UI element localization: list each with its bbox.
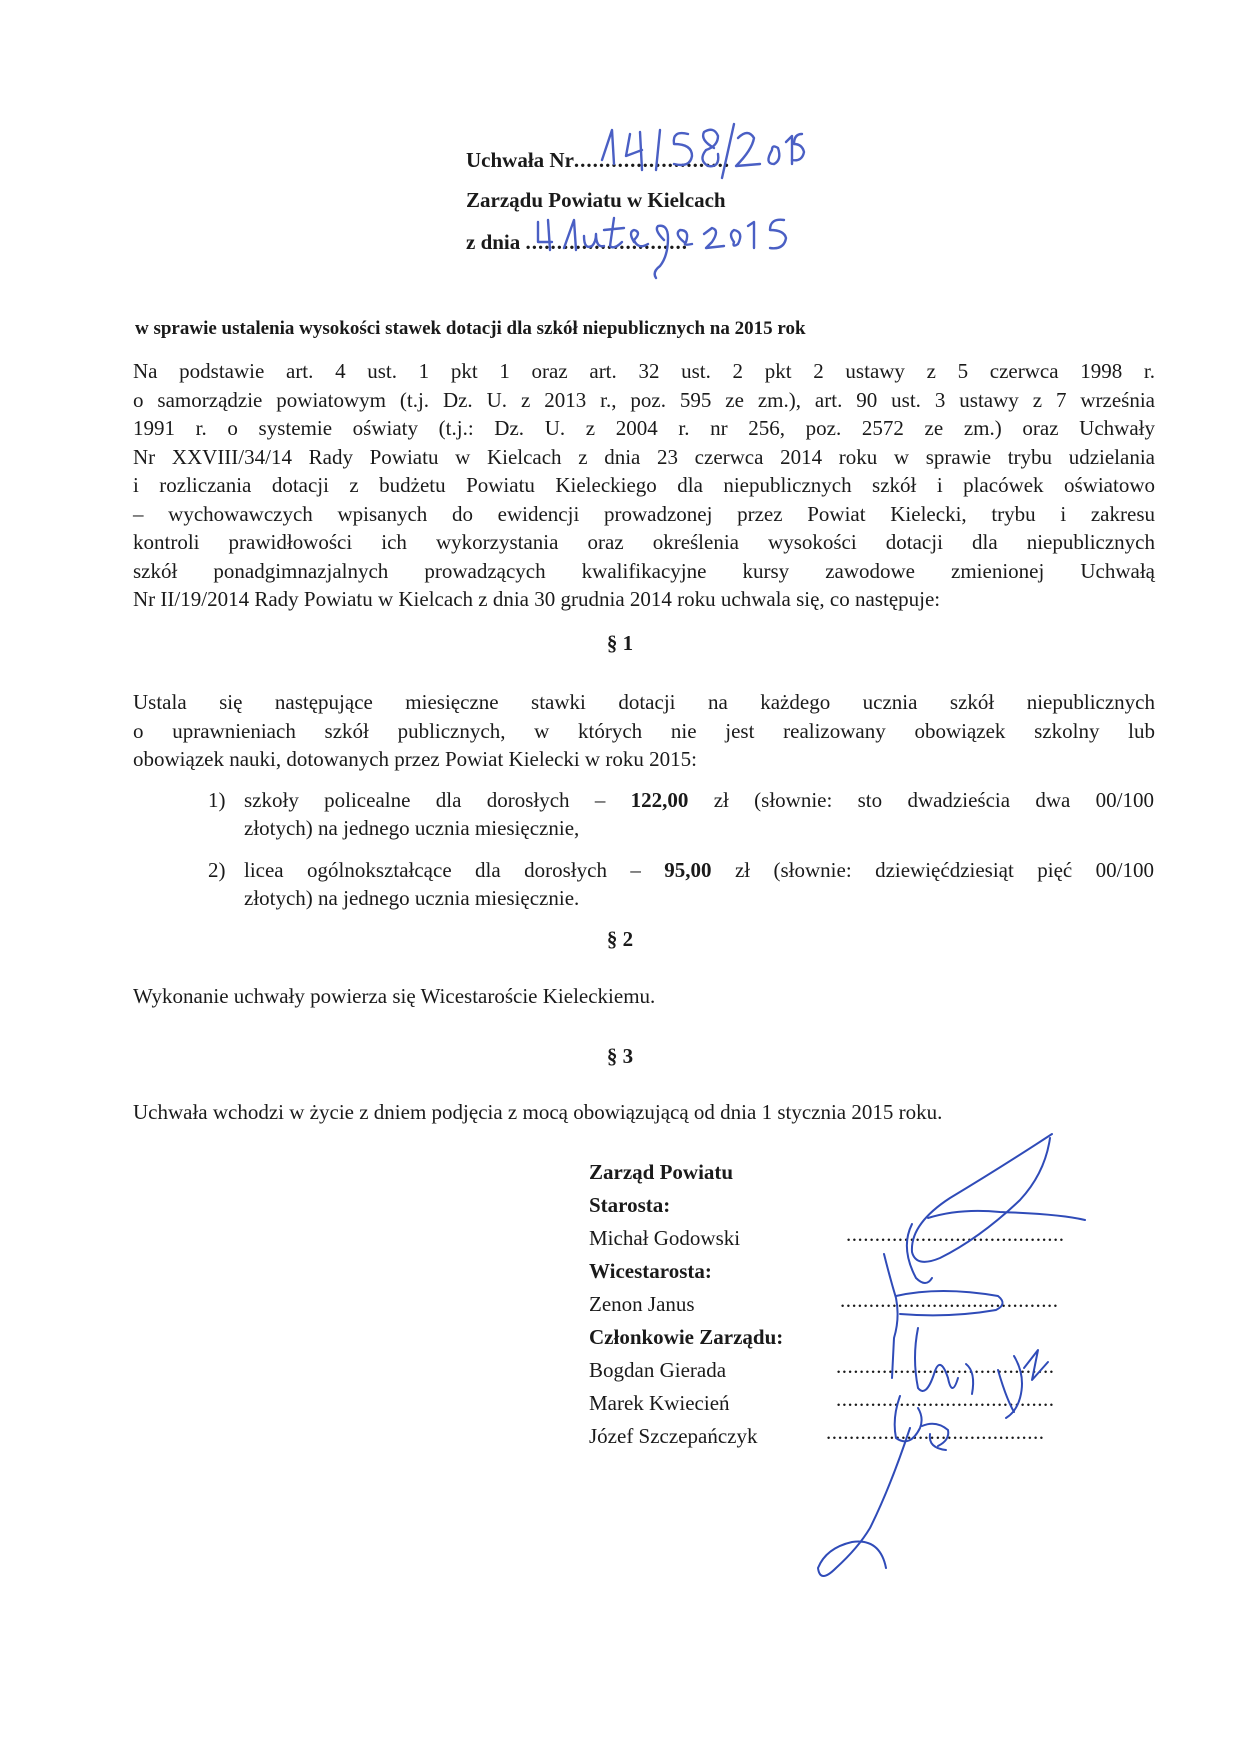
section-1-intro — [133, 688, 1155, 774]
list-item-text: licea ogólnokształcące dla dorosłych – — [244, 858, 665, 882]
starosta-name: Michał Godowski — [589, 1226, 741, 1250]
preamble-line: 1991 r. o systemie oświaty (t.j.: Dz. U. z 2004 r. nr 256, poz. 2572 ze zm.) oraz Uchwały — [133, 416, 1155, 440]
signature-block — [589, 1156, 783, 1453]
section-1-intro-line: Ustala się następujące miesięczne stawki dotacji na każdego ucznia szkół niepublicznych — [133, 690, 1155, 714]
member-name: Józef Szczepańczyk — [589, 1424, 758, 1448]
board-name: Zarządu Powiatu w Kielcach — [466, 188, 726, 212]
resolution-subject: w sprawie ustalenia wysokości stawek dotacji dla szkół niepublicznych na 2015 rok — [135, 318, 806, 339]
preamble-line: o samorządzie powiatowym (t.j. Dz. U. z 2013 r., poz. 595 ze zm.), art. 90 ust. 3 ustawy z 7 września — [133, 387, 1155, 412]
list-item-number: 2) — [208, 858, 226, 882]
starosta-label: Starosta: — [589, 1193, 671, 1217]
list-item-line — [244, 856, 1154, 884]
preamble-line: kontroli prawidłowości ich wykorzystania oraz określenia wysokości dotacji dla niepublicznych — [133, 530, 1155, 554]
signature-line: ...................................... — [846, 1222, 1065, 1246]
preamble-line: – wychowawczych wpisanych do ewidencji prowadzonej przez Powiat Kielecki, trybu i zakresu — [133, 501, 1155, 526]
preamble-line: szkół ponadgimnazjalnych prowadzących kwalifikacyjne kursy zawodowe zmienionej Uchwałą — [133, 558, 1155, 583]
resolution-date-dots: .......................... — [525, 230, 689, 254]
list-item-amount: 122,00 — [630, 788, 689, 812]
list-item-line — [244, 786, 1154, 814]
section-2-text: Wykonanie uchwały powierza się Wicestaroście Kieleckiemu. — [133, 984, 656, 1008]
list-item-text: zł (słownie: sto dwadzieścia dwa 00/100 — [688, 788, 1154, 812]
list-item-text: szkoły policealne dla dorosłych – — [244, 788, 631, 812]
wicestarosta-label: Wicestarosta: — [589, 1259, 712, 1283]
preamble-line: Nr II/19/2014 Rady Powiatu w Kielcach z dnia 30 grudnia 2014 roku uchwala się, co następuje: — [133, 587, 941, 611]
section-2-title: § 2 — [606, 927, 634, 951]
signature-board: Zarząd Powiatu — [589, 1160, 734, 1184]
preamble-paragraph — [133, 357, 1155, 614]
preamble-line: i rozliczania dotacji z budżetu Powiatu Kieleckiego dla niepublicznych szkół i placówek oświatowo — [133, 473, 1155, 497]
members-label: Członkowie Zarządu: — [589, 1325, 784, 1349]
signature-line: ...................................... — [840, 1288, 1059, 1312]
section-3-title: § 3 — [606, 1044, 634, 1068]
preamble-line: Nr XXVIII/34/14 Rady Powiatu w Kielcach z dnia 23 czerwca 2014 roku w sprawie trybu udzielania — [133, 444, 1155, 469]
resolution-number — [466, 148, 730, 173]
wicestarosta-name: Zenon Janus — [589, 1292, 695, 1316]
signature-line: ...................................... — [836, 1354, 1055, 1378]
section-1-title: § 1 — [606, 631, 634, 655]
list-item-number: 1) — [208, 788, 226, 812]
section-3-text: Uchwała wchodzi w życie z dniem podjęcia z mocą obowiązującą od dnia 1 stycznia 2015 roku. — [133, 1100, 943, 1124]
member-name: Bogdan Gierada — [589, 1358, 727, 1382]
resolution-number-dots: ......................... — [573, 148, 731, 172]
section-1-intro-line: obowiązek nauki, dotowanych przez Powiat Kielecki w roku 2015: — [133, 747, 697, 771]
resolution-date-label: z dnia — [466, 230, 521, 254]
list-item-line: złotych) na jednego ucznia miesięcznie, — [244, 816, 580, 840]
list-item-line: złotych) na jednego ucznia miesięcznie. — [244, 886, 580, 910]
resolution-number-label: Uchwała Nr — [466, 148, 574, 172]
section-1-intro-line: o uprawnieniach szkół publicznych, w których nie jest realizowany obowiązek szkolny lub — [133, 718, 1155, 743]
preamble-line: Na podstawie art. 4 ust. 1 pkt 1 oraz art. 32 ust. 2 pkt 2 ustawy z 5 czerwca 1998 r. — [133, 359, 1155, 383]
member-name: Marek Kwiecień — [589, 1391, 730, 1415]
signature-line: ...................................... — [826, 1420, 1045, 1444]
resolution-date — [466, 230, 688, 255]
signature-line: ...................................... — [836, 1387, 1055, 1411]
list-item-amount: 95,00 — [664, 858, 712, 882]
list-item-text: zł (słownie: dziewięćdziesiąt pięć 00/100 — [711, 858, 1154, 882]
